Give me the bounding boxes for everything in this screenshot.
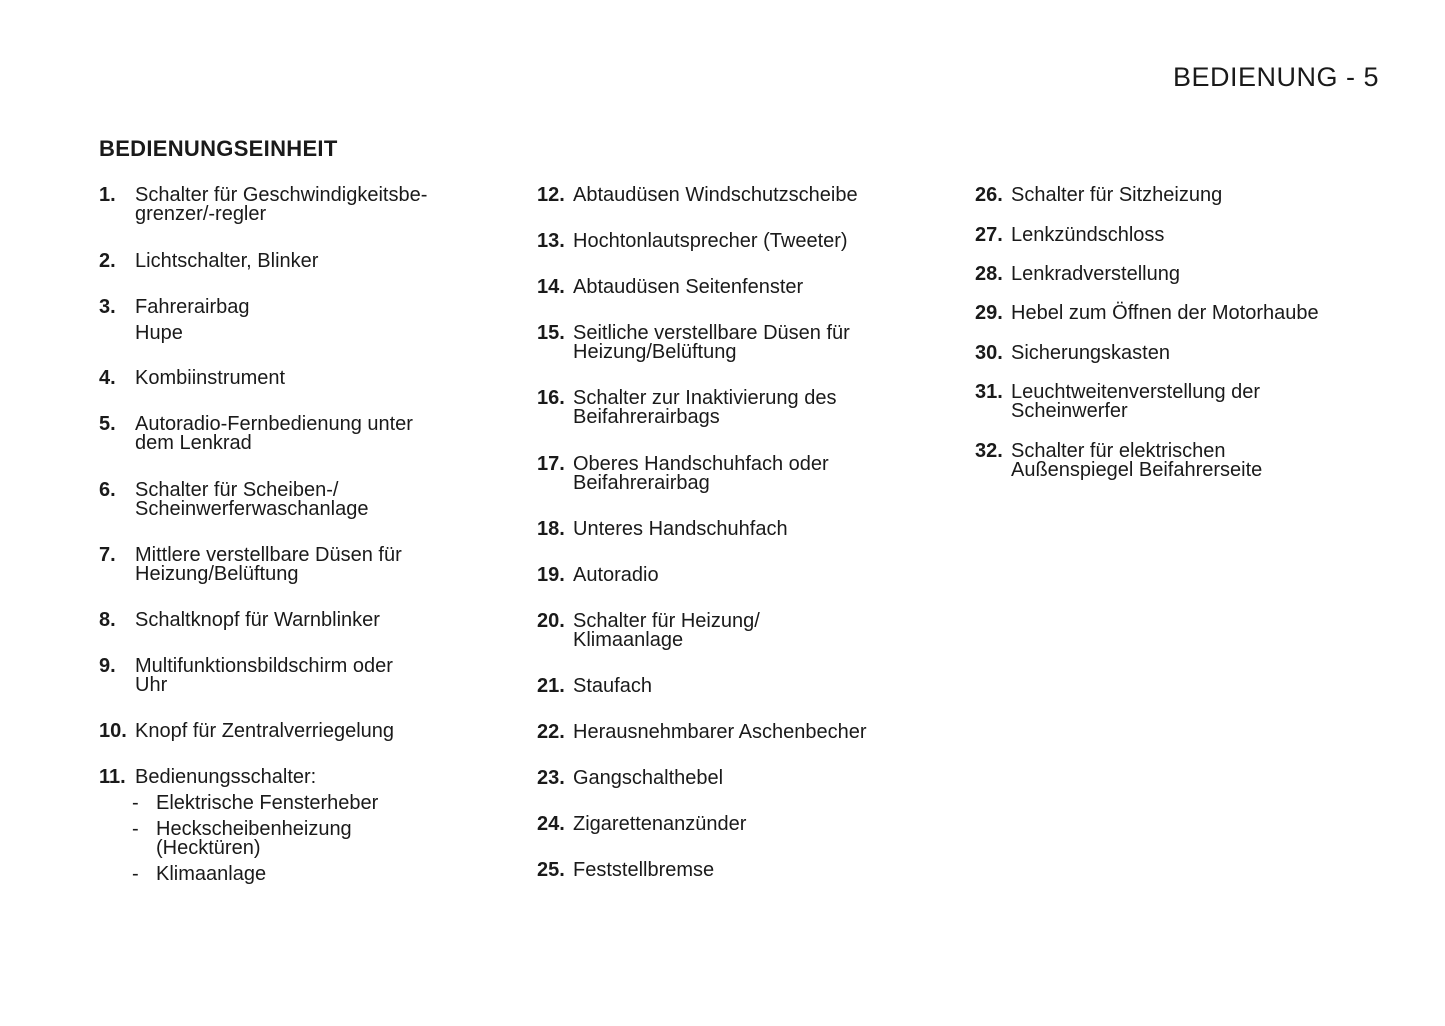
item-line: Schalter für Geschwindigkeitsbe- [135, 184, 428, 206]
item-line: Uhr [135, 674, 168, 696]
item-text [1011, 344, 1375, 363]
item-number: 1. [99, 184, 116, 206]
item-text [573, 389, 957, 427]
item-line: Scheinwerferwaschanlage [135, 498, 369, 520]
list-item-20 [537, 612, 957, 650]
item-number: 16. [537, 387, 565, 409]
item-number: 28. [975, 263, 1003, 285]
list-item-24 [537, 815, 957, 834]
item-text [573, 324, 957, 362]
item-number: 3. [99, 296, 116, 318]
item-number: 13. [537, 230, 565, 252]
item-number: 19. [537, 564, 565, 586]
item-line: Oberes Handschuhfach oder [573, 453, 829, 475]
item-line: Schaltknopf für Warnblinker [135, 609, 380, 631]
item-number: 15. [537, 322, 565, 344]
item-text [573, 861, 957, 880]
item-text [573, 612, 957, 650]
item-number: 25. [537, 859, 565, 881]
item-number: 9. [99, 655, 116, 677]
item-number: 29. [975, 302, 1003, 324]
item-number: 7. [99, 544, 116, 566]
item-line: Herausnehmbarer Aschenbecher [573, 721, 867, 743]
item-number: 10. [99, 720, 127, 742]
item-text [573, 769, 957, 788]
item-text [573, 566, 957, 585]
item-line: dem Lenkrad [135, 432, 252, 454]
list-item-14 [537, 278, 957, 297]
sub-item-dash: - [132, 792, 139, 814]
item-text [135, 657, 519, 695]
list-item-21 [537, 677, 957, 696]
list-item-1 [99, 186, 519, 224]
sub-item-dash: - [132, 818, 139, 840]
item-line: Hebel zum Öffnen der Motorhaube [1011, 302, 1319, 324]
item-line: Klimaanlage [156, 863, 267, 885]
item-line: Autoradio-Fernbedienung unter [135, 413, 413, 435]
item-text [135, 415, 519, 453]
item-line: Multifunktionsbildschirm oder [135, 655, 393, 677]
list-item-28 [975, 265, 1375, 284]
list-item-32 [975, 442, 1375, 480]
item-line: Kombiinstrument [135, 367, 286, 389]
item-line: (Hecktüren) [156, 837, 261, 859]
list-item-18 [537, 520, 957, 539]
item-line: Lichtschalter, Blinker [135, 250, 319, 272]
sub-item [132, 865, 519, 884]
list-item-13 [537, 232, 957, 251]
item-line: Schalter für Scheiben-/ [135, 479, 339, 501]
item-number: 32. [975, 440, 1003, 462]
item-number: 11. [99, 766, 126, 788]
item-text [1011, 186, 1375, 205]
item-text [135, 369, 519, 388]
item-text [573, 186, 957, 205]
item-line: Schalter für elektrischen [1011, 440, 1226, 462]
item-line: Seitliche verstellbare Düsen für [573, 322, 850, 344]
item-text [573, 520, 957, 539]
item-number: 12. [537, 184, 565, 206]
item-line: Beifahrerairbags [573, 406, 720, 428]
item-line: Zigarettenanzünder [573, 813, 747, 835]
item-line: Autoradio [573, 564, 659, 586]
list-item-22 [537, 723, 957, 742]
list-item-12 [537, 186, 957, 205]
item-line: Abtaudüsen Seitenfenster [573, 276, 804, 298]
item-text [135, 611, 519, 630]
page-header: BEDIENUNG - 5 [1172, 62, 1379, 92]
item-text [573, 232, 957, 251]
item-line: Abtaudüsen Windschutzscheibe [573, 184, 858, 206]
item-line: Schalter zur Inaktivierung des [573, 387, 837, 409]
list-item-8 [99, 611, 519, 630]
item-number: 24. [537, 813, 565, 835]
item-line: Schalter für Heizung/ [573, 610, 760, 632]
list-item-4 [99, 369, 519, 388]
item-number: 23. [537, 767, 565, 789]
list-item-2 [99, 252, 519, 271]
item-line: Gangschalthebel [573, 767, 724, 789]
item-number: 2. [99, 250, 116, 272]
item-number: 6. [99, 479, 116, 501]
item-line: Heizung/Belüftung [573, 341, 737, 363]
item-text [1011, 383, 1375, 421]
item-line: Fahrerairbag [135, 296, 250, 318]
item-number: 20. [537, 610, 565, 632]
item-text [135, 252, 519, 271]
item-text [1011, 304, 1375, 323]
item-number: 31. [975, 381, 1003, 403]
list-item-11 [99, 768, 519, 884]
item-line: Leuchtweitenverstellung der [1011, 381, 1261, 403]
item-extra-line: Hupe [135, 322, 183, 344]
item-line: Heizung/Belüftung [135, 563, 299, 585]
list-item-5 [99, 415, 519, 453]
item-number: 22. [537, 721, 565, 743]
item-text [573, 677, 957, 696]
item-line: Unteres Handschuhfach [573, 518, 788, 540]
list-item-9 [99, 657, 519, 695]
item-number: 26. [975, 184, 1003, 206]
item-line: Feststellbremse [573, 859, 715, 881]
list-item-26 [975, 186, 1375, 205]
item-text [1011, 265, 1375, 284]
item-text [135, 546, 519, 584]
item-line: Hochtonlautsprecher (Tweeter) [573, 230, 848, 252]
item-line: Beifahrerairbag [573, 472, 710, 494]
item-text [1011, 442, 1375, 480]
item-line: Knopf für Zentralverriegelung [135, 720, 395, 742]
item-line: Klimaanlage [573, 629, 684, 651]
sub-item-text [156, 794, 378, 813]
sub-item [132, 820, 519, 858]
item-number: 17. [537, 453, 565, 475]
list-item-6 [99, 481, 519, 519]
list-item-3 [99, 298, 519, 343]
sub-item-text [156, 865, 266, 884]
list-item-15 [537, 324, 957, 362]
sub-item-text [156, 820, 352, 858]
list-item-31 [975, 383, 1375, 421]
item-text [135, 722, 519, 741]
item-line: Schalter für Sitzheizung [1011, 184, 1223, 206]
sub-item [132, 794, 519, 813]
list-item-29 [975, 304, 1375, 323]
list-item-17 [537, 455, 957, 493]
item-text [135, 481, 519, 519]
item-line: Staufach [573, 675, 652, 697]
item-number: 27. [975, 224, 1003, 246]
list-item-10 [99, 722, 519, 741]
section-title: BEDIENUNGSEINHEIT [99, 136, 338, 161]
item-line: Elektrische Fensterheber [156, 792, 379, 814]
item-line: Heckscheibenheizung [156, 818, 352, 840]
item-text [1011, 226, 1375, 245]
list-item-7 [99, 546, 519, 584]
item-line: Mittlere verstellbare Düsen für [135, 544, 402, 566]
item-line: Scheinwerfer [1011, 400, 1128, 422]
item-line: grenzer/-regler [135, 203, 267, 225]
item-text [573, 455, 957, 493]
item-text [135, 186, 519, 224]
item-number: 4. [99, 367, 116, 389]
list-item-25 [537, 861, 957, 880]
item-text [573, 815, 957, 834]
item-text [573, 723, 957, 742]
list-item-27 [975, 226, 1375, 245]
item-line: Bedienungsschalter: [135, 766, 317, 788]
item-number: 18. [537, 518, 565, 540]
item-number: 30. [975, 342, 1003, 364]
sub-item-dash: - [132, 863, 139, 885]
item-number: 14. [537, 276, 565, 298]
item-text [132, 766, 519, 885]
item-line: Lenkradverstellung [1011, 263, 1180, 285]
list-item-30 [975, 344, 1375, 363]
item-number: 21. [537, 675, 565, 697]
list-item-23 [537, 769, 957, 788]
item-number: 5. [99, 413, 116, 435]
item-line: Außenspiegel Beifahrerseite [1011, 459, 1263, 481]
item-text [135, 298, 519, 343]
item-text [573, 278, 957, 297]
item-line: Sicherungskasten [1011, 342, 1170, 364]
item-line: Lenkzündschloss [1011, 224, 1165, 246]
list-item-16 [537, 389, 957, 427]
list-item-19 [537, 566, 957, 585]
item-number: 8. [99, 609, 116, 631]
